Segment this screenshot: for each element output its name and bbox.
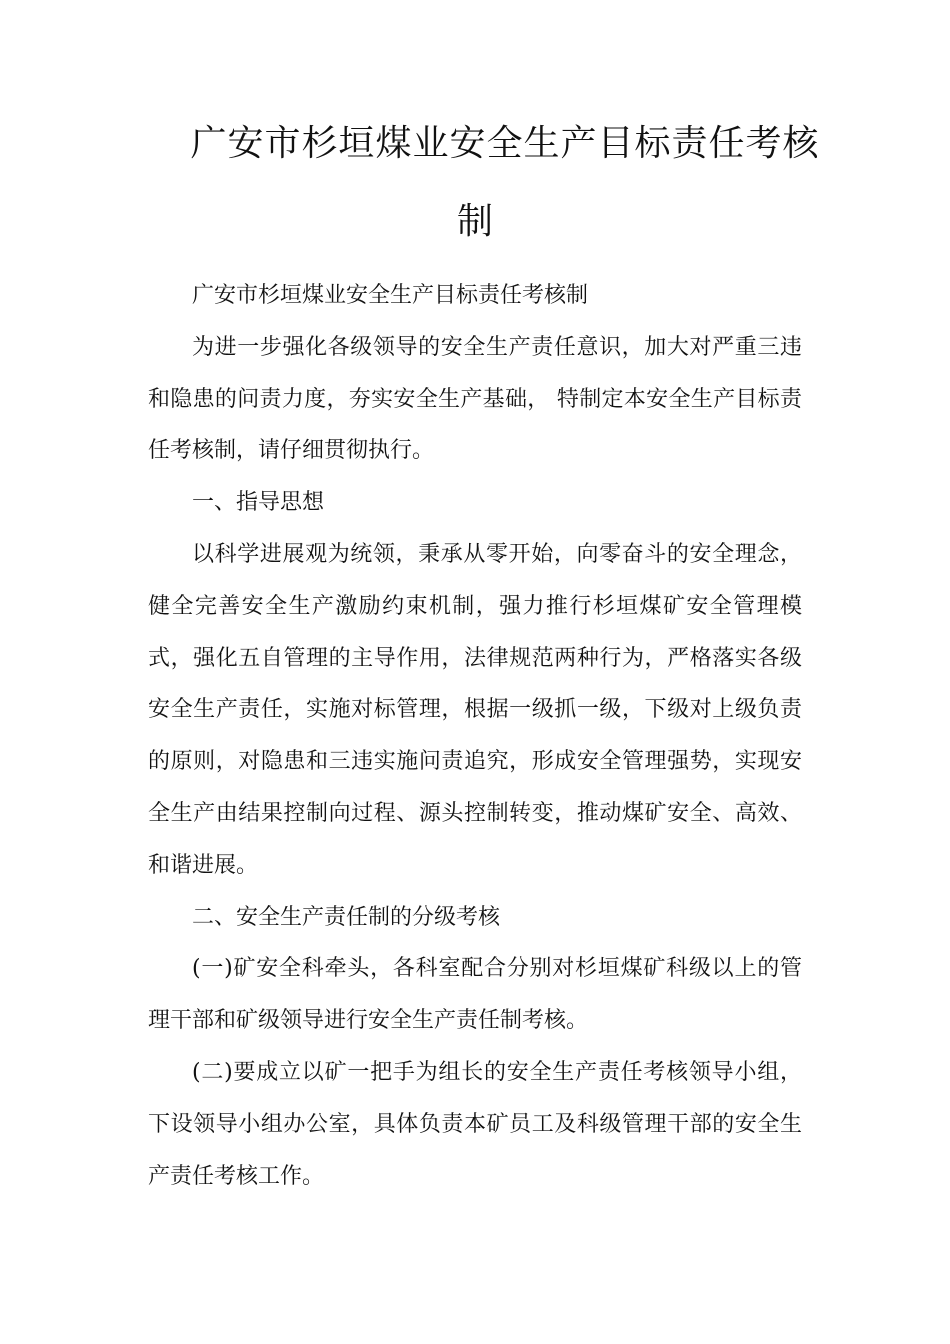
document-title-line-2: 制	[456, 201, 493, 242]
paragraph-item-2: (二)要成立以矿一把手为组长的安全生产责任考核领导小组，下设领导小组办公室，具体负责本矿员工及科级管理干部的安全生产责任考核工作。	[148, 1059, 802, 1189]
document-body	[148, 270, 802, 1202]
paragraph-item-1: (一)矿安全科牵头，各科室配合分别对杉垣煤矿科级以上的管理干部和矿级领导进行安全生产责任制考核。	[148, 956, 802, 1034]
section-heading-1: 一、指导思想	[192, 490, 325, 516]
paragraph-subtitle: 广安市杉垣煤业安全生产目标责任考核制	[192, 283, 589, 308]
section-heading-2: 二、安全生产责任制的分级考核	[192, 904, 501, 930]
paragraph-guiding-thought: 以科学进展观为统领，秉承从零开始，向零奋斗的安全理念，健全完善安全生产激励约束机制，强力推行杉垣煤矿安全管理模式，强化五自管理的主导作用，法律规范两种行为，严格落实各级安全生产责任，实施对标管理，根据一级抓一级，下级对上级负责的原则，对隐患和三违实施问责追究，形成安全管理强势，实现安全生产由结果控制向过程、源头控制转变，推动煤矿安全、高效、和谐进展。	[148, 541, 802, 878]
document-title-line-1: 广安市杉垣煤业安全生产目标责任考核	[190, 123, 820, 164]
paragraph-intro: 为进一步强化各级领导的安全生产责任意识，加大对严重三违和隐患的问责力度，夯实安全生产基础， 特制定本安全生产目标责任考核制，请仔细贯彻执行。	[148, 334, 802, 464]
